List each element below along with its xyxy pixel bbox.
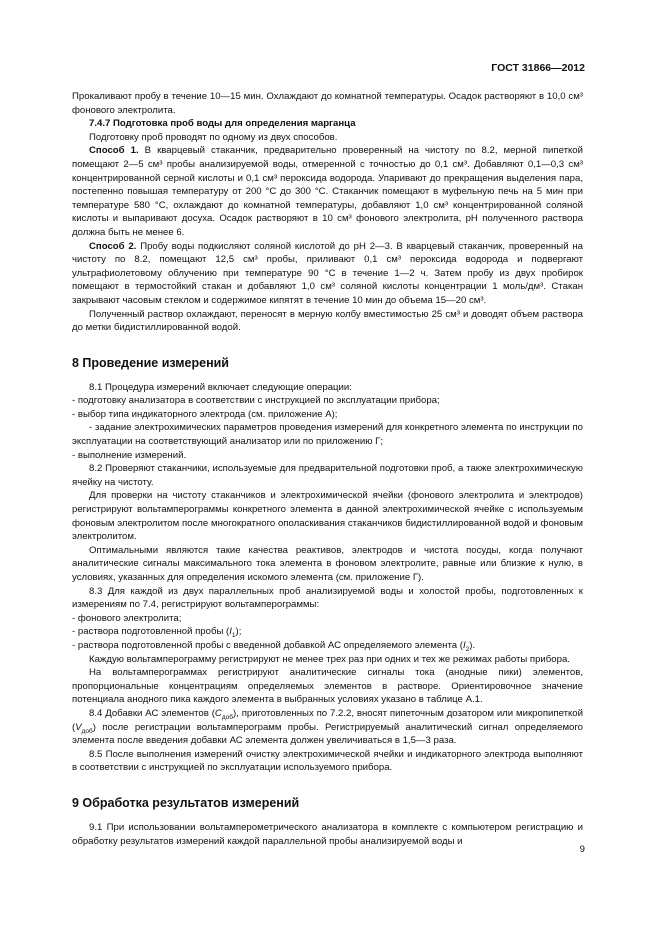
paragraph-8-2-check: Для проверки на чистоту стаканчиков и электрохимической ячейки (фонового электролита и электродов) регистрируют вольтамперограммы конкретного элемента в данной электрохимической ячейке с используемым фоновым электролитом после многократного ополаскивания стаканчиков бидистиллированной водой и фоновым электролитом. — [72, 490, 583, 543]
document-header: ГОСТ 31866—2012 — [491, 62, 585, 74]
paragraph-cooling: Полученный раствор охлаждают, переносят в мерную колбу вместимостью 25 см³ и доводят объем раствора до метки бидистиллированной водой. — [72, 308, 583, 334]
list-item-8-3-1: - фонового электролита; — [72, 612, 182, 624]
paragraph-8-5: 8.5 После выполнения измерений очистку электрохимической ячейки и индикаторного электрода выполняют в соответствии с инструкцией по эксплуатации используемого прибора. — [72, 748, 583, 774]
page-number: 9 — [579, 844, 585, 855]
list-item-8-3-3: - раствора подготовленной пробы с введенной добавкой АС определяемого элемента $(I_2)$. — [72, 639, 476, 653]
method-1-text: В кварцевый стаканчик, предварительно проверенный на чистоту по 8.2, мерной пипеткой помещают 2—5 см³ пробы анализируемой воды, отмеренной с точностью до 0,1 см³. Добавляют 0,1—0,3 см³ концентрированной серной кислоты и 0,1 см³ пероксида водорода. Упаривают до прекращения выделения пара, постепенно повышая температуру от 200 °С до 300 °С. Стаканчик помещают в муфельную печь на 5 мин при температуре 580 °С, охлаждают до комнатной температуры, добавляют 1,0 см³ концентрированной соляной кислоты и выпаривают досуха. Осадок растворяют в 10 см³ фонового электролита, pH полученного раствора должна быть не менее 6. — [72, 145, 583, 238]
section-heading-9: 9 Обработка результатов измерений — [72, 795, 300, 810]
method-2-text: Пробу воды подкисляют соляной кислотой до pH 2—3. В кварцевый стаканчик, проверенный на чистоту по 8.2, помещают 12,5 см³ пробы, приливают 0,1 см³ пероксида водорода и подвергают ультрафиолетовому облучению при температуре 90 °С в течение 1—2 ч. Затем пробу из двух пробирок помещают в термостойкий стакан и добавляют 1,0 см³ соляной кислоты концентрации 1 моль/дм³. Стакан закрывают часовым стеклом и содержимое кипятят в течение 10 мин до объема 15—20 см³. — [72, 240, 584, 306]
list-item-8-1-1: - подготовку анализатора в соответствии с инструкцией по эксплуатации прибора; — [72, 395, 440, 407]
paragraph-methods-intro: Подготовку проб проводят по одному из двух способов. — [89, 131, 338, 143]
paragraph-8-3-repeat: Каждую вольтамперограмму регистрируют не менее трех раз при одних и тех же режимах работы прибора. — [89, 653, 570, 665]
paragraph-8-2-optimal: Оптимальными являются такие качества реактивов, электродов и чистота посуды, когда получают аналитические сигналы максимального тока элемента в фоновом электролите, равные или близкие к нулю, в условиях, указанных для определения искомого элемента (см. приложение Г). — [72, 544, 583, 583]
list-item-8-3-2: - раствора подготовленной пробы $(I_1)$; — [72, 626, 242, 640]
paragraph-8-2: 8.2 Проверяют стаканчики, используемые для предварительной подготовки проб, а также электрохимическую ячейку на чистоту. — [72, 463, 583, 488]
paragraph-8-3-signals: На вольтамперограммах регистрируют аналитические сигналы тока (анодные пики) элементов, пропорциональные концентрациям определяемых элементов в растворе. Ориентировочное значение потенциала анодного пика каждого элемента в выбранных условиях указано в таблице А.1. — [72, 667, 583, 706]
paragraph-calcination: Прокаливают пробу в течение 10—15 мин. Охлаждают до комнатной температуры. Осадок растворяют в 10,0 см³ фонового электролита. — [72, 91, 583, 116]
section-heading-7-4-7: 7.4.7 Подготовка проб воды для определения марганца — [89, 118, 356, 130]
paragraph-8-4: 8.4 Добавки АС элементов $(C_{доб})$, приготовленных по 7.2.2, вносят пипеточным дозатором или микропипеткой $(V_{доб})$ после регистрации вольтамперограмм пробы. Регистрируемый аналитический сигнал определяемого элемента после введения добавки АС элемента должен увеличиваться в 1,5—3 раза. — [72, 707, 583, 747]
paragraph-9-1: 9.1 При использовании вольтамперометрического анализатора в комплекте с компьютером регистрацию и обработку результатов измерений каждой параллельной пробы анализируемой воды и — [72, 821, 583, 847]
list-item-8-1-3: - задание электрохимических параметров проведения измерений для конкретного элемента по инструкции по эксплуатации на соответствующий анализатор или по приложению Г; — [72, 422, 583, 448]
paragraph-method-2 — [72, 240, 583, 308]
method-2-label: Способ 2. — [89, 240, 137, 252]
paragraph-method-1 — [72, 144, 583, 239]
list-item-8-1-0: 8.1 Процедура измерений включает следующие операции: — [89, 381, 352, 393]
paragraph-8-3: 8.3 Для каждой из двух параллельных проб анализируемой воды и холостой пробы, подготовленных к измерениям по 7.4, регистрируют вольтамперограммы: — [72, 585, 583, 611]
section-heading-8: 8 Проведение измерений — [72, 355, 229, 370]
list-item-8-1-4: - выполнение измерений. — [72, 449, 187, 461]
list-item-8-1-2: - выбор типа индикаторного электрода (см. приложение А); — [72, 408, 338, 420]
page-body — [72, 90, 583, 848]
method-1-label: Способ 1. — [89, 145, 139, 157]
